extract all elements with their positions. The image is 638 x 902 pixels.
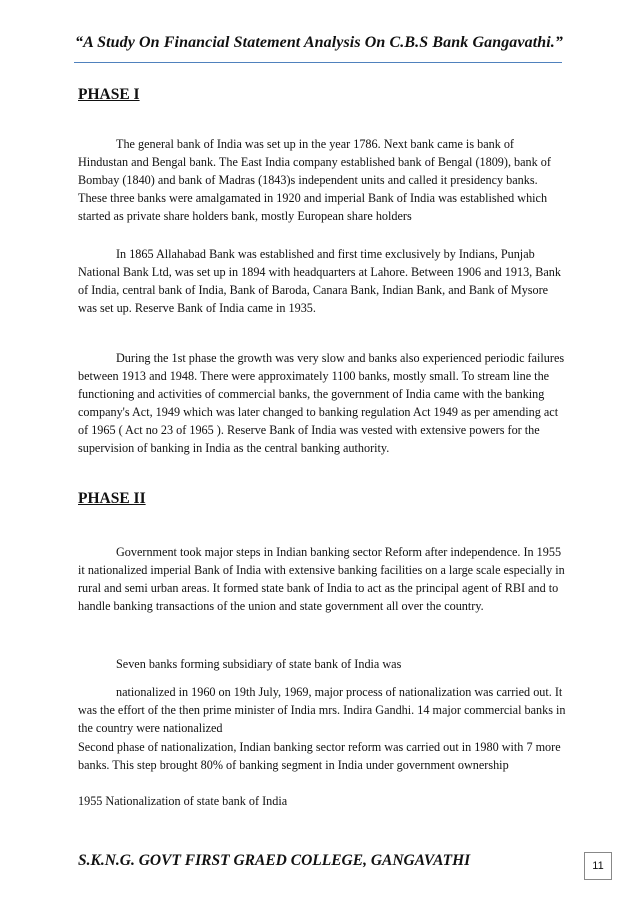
running-header: “A Study On Financial Statement Analysis On C.B.S Bank Gangavathi.” <box>74 34 563 51</box>
phase-2-paragraph-1: Government took major steps in Indian banking sector Reform after independence. In 1955 it nationalized imperial Bank of India with extensive banking facilities on a large scale especially in rural and semi urban areas. It formed state bank of India to act as the principal agent of RBI and to handle banking transactions of the union and state government all over the country. <box>78 545 565 613</box>
phase-1-paragraph-3: During the 1st phase the growth was very slow and banks also experienced periodic failures between 1913 and 1948. There were approximately 1100 banks, mostly small. To stream line the functioning and activities of commercial banks, the government of India came with the banking company's Act, 1949 which was later changed to banking regulation Act 1949 as per amending act of 1965 ( Act no 23 of 1965 ). Reserve Bank of India was vested with extensive powers for the supervision of banking in India as the central banking authority. <box>78 351 565 455</box>
header-divider <box>74 62 562 63</box>
footer-college-name: S.K.N.G. GOVT FIRST GRAED COLLEGE, GANGAVATHI <box>78 852 471 869</box>
phase-1-paragraph-2: In 1865 Allahabad Bank was established and first time exclusively by Indians, Punjab National Bank Ltd, was set up in 1894 with headquarters at Lahore. Between 1906 and 1913, Bank of India, central bank of India, Bank of Baroda, Canara Bank, Indian Bank, and Bank of Mysore was set up. Reserve Bank of India came in 1935. <box>78 247 561 315</box>
phase-2-paragraph-5: 1955 Nationalization of state bank of India <box>78 794 288 808</box>
page-number: 11 <box>584 852 612 880</box>
phase-2-heading: PHASE II <box>78 490 146 507</box>
phase-2-paragraph-3: nationalized in 1960 on 19th July, 1969, major process of nationalization was carried out. It was the effort of the then prime minister of India mrs. Indira Gandhi. 14 major commercial banks in the country were nationalized <box>78 685 566 735</box>
phase-2-paragraph-4: Second phase of nationalization, Indian banking sector reform was carried out in 1980 with 7 more banks. This step brought 80% of banking segment in India under government ownership <box>78 740 561 772</box>
phase-2-paragraph-2: Seven banks forming subsidiary of state bank of India was <box>116 657 402 671</box>
phase-1-heading: PHASE I <box>78 86 140 103</box>
phase-1-paragraph-1: The general bank of India was set up in the year 1786. Next bank came is bank of Hindustan and Bengal bank. The East India company established bank of Bengal (1809), bank of Bombay (1840) and bank of Madras (1843)s independent units and called it presidency banks. These three banks were amalgamated in 1920 and imperial Bank of India was established which started as private share holders bank, mostly European share holders <box>78 137 551 223</box>
